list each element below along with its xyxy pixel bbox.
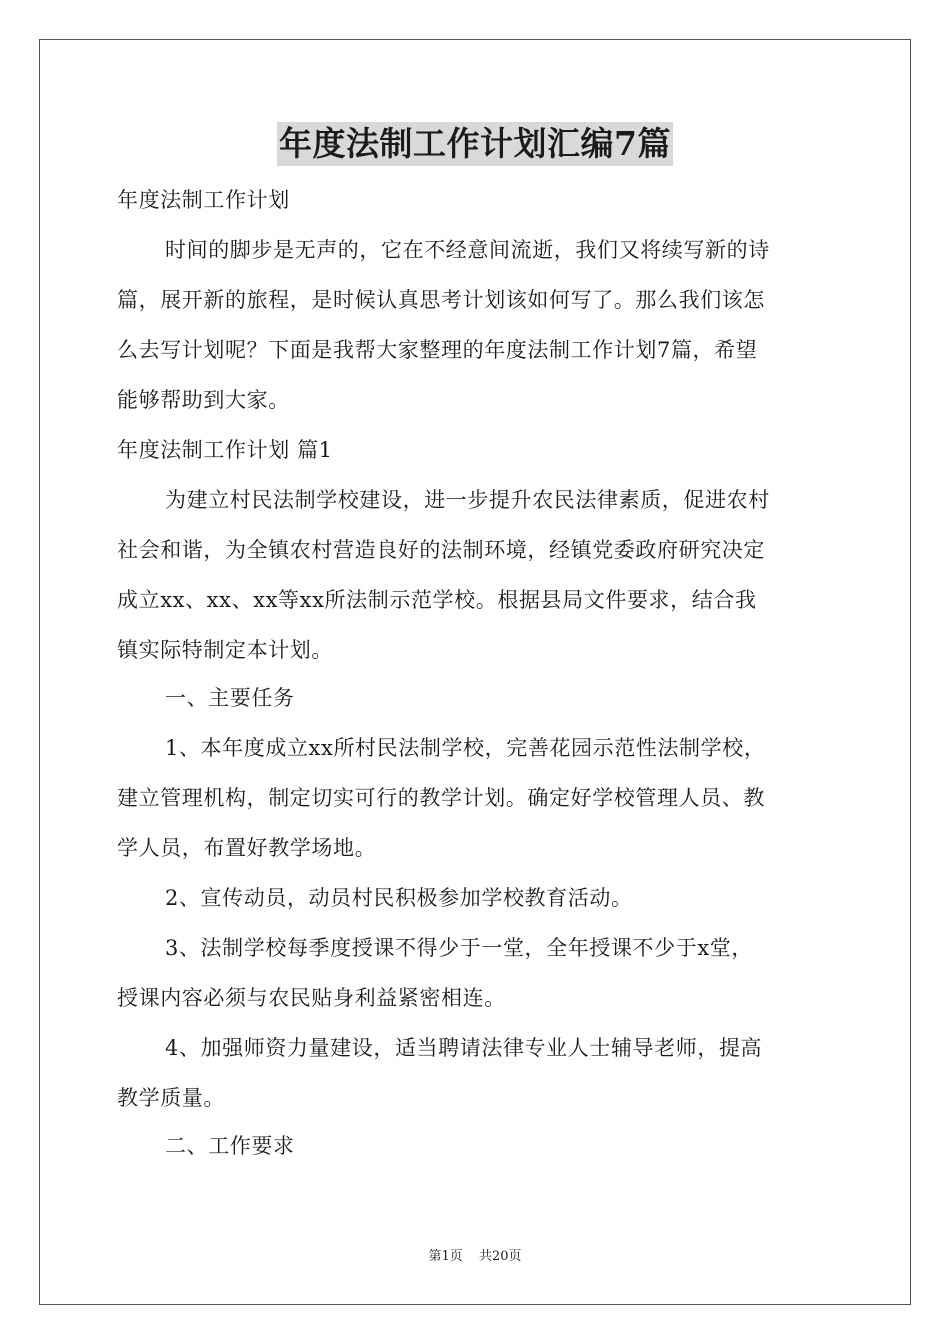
section-heading: 年度法制工作计划 篇1: [117, 438, 333, 462]
paragraph-line: 1、本年度成立xx所村民法制学校，完善花园示范性法制学校，: [165, 736, 766, 760]
subheading-text: 二、工作要求: [165, 1134, 295, 1158]
paragraph-line: 学人员，布置好教学场地。: [117, 836, 377, 860]
paragraph-line: 为建立村民法制学校建设，进一步提升农民法律素质，促进农村: [165, 488, 770, 512]
paragraph-line: 时间的脚步是无声的，它在不经意间流逝，我们又将续写新的诗: [165, 238, 770, 262]
heading-text: 年度法制工作计划: [117, 188, 290, 212]
page-border: [39, 39, 911, 1305]
paragraph-line: 教学质量。: [117, 1086, 225, 1110]
paragraph-line: 成立xx、xx、xx等xx所法制示范学校。根据县局文件要求，结合我: [117, 588, 757, 612]
paragraph-line: 镇实际特制定本计划。: [117, 638, 333, 662]
paragraph-line: 3、法制学校每季度授课不得少于一堂，全年授课不少于x堂，: [165, 936, 754, 960]
paragraph-line: 社会和谐，为全镇农村营造良好的法制环境，经镇党委政府研究决定: [117, 538, 765, 562]
page-footer: [0, 1248, 950, 1266]
page-total: 共20页: [478, 1249, 522, 1264]
paragraph-line: 建立管理机构，制定切实可行的教学计划。确定好学校管理人员、教: [117, 786, 765, 810]
document-title: 年度法制工作计划汇编7篇: [277, 122, 673, 166]
paragraph-line: 篇，展开新的旅程，是时候认真思考计划该如何写了。那么我们该怎: [117, 288, 765, 312]
paragraph-line: 授课内容必须与农民贴身利益紧密相连。: [117, 986, 506, 1010]
paragraph-line: 4、加强师资力量建设，适当聘请法律专业人士辅导老师，提高: [165, 1036, 763, 1060]
title-container: [0, 122, 950, 166]
paragraph-line: 能够帮助到大家。: [117, 388, 290, 412]
subheading-text: 一、主要任务: [165, 686, 295, 710]
page-number: 第1页: [428, 1249, 463, 1264]
paragraph-line: 2、宣传动员，动员村民积极参加学校教育活动。: [165, 886, 633, 910]
paragraph-line: 么去写计划呢？下面是我帮大家整理的年度法制工作计划7篇，希望: [117, 338, 758, 362]
